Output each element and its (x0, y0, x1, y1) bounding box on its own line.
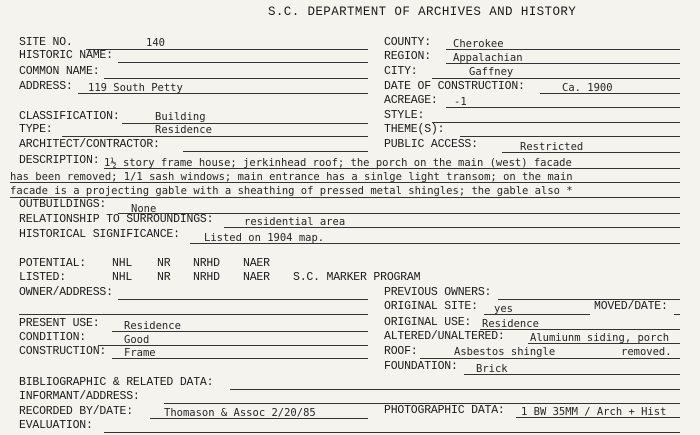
acreage-value: -1 (454, 96, 467, 108)
city-line (432, 78, 680, 79)
listed-nhl: NHL (112, 271, 133, 284)
foundation-line (464, 374, 680, 375)
address-label: ADDRESS: (19, 80, 73, 93)
recorded-line (150, 418, 368, 419)
region-value: Appalachian (453, 52, 523, 64)
moved-date-label: MOVED/DATE: (594, 300, 668, 313)
owner-address-label: OWNER/ADDRESS: (19, 286, 113, 299)
outbuildings-value: None (131, 203, 157, 215)
listed-naer: NAER (243, 271, 270, 284)
style-label: STYLE: (384, 109, 425, 122)
date-construction-value: Ca. 1900 (562, 82, 613, 94)
outbuildings-label: OUTBUILDINGS: (19, 198, 107, 211)
bibliographic-line (230, 389, 680, 390)
roof-line (420, 358, 680, 359)
roof-note: removed. (621, 346, 672, 358)
recorded-value: Thomason & Assoc 2/20/85 (164, 407, 316, 419)
evaluation-line (104, 432, 680, 433)
description-rule-2 (10, 182, 680, 183)
type-line (62, 136, 368, 137)
bibliographic-label: BIBLIOGRAPHIC & RELATED DATA: (19, 376, 214, 389)
significance-line (190, 243, 680, 244)
historic-name-line (118, 62, 368, 63)
common-name-line (104, 78, 368, 79)
photographic-line (516, 417, 680, 418)
present-use-value: Residence (124, 320, 181, 332)
architect-label: ARCHITECT/CONTRACTOR: (19, 138, 160, 151)
description-line-2: has been removed; 1/1 sash windows; main entrance has a sinlge light transom; on the main (10, 171, 573, 183)
classification-value: Building (155, 111, 206, 123)
potential-label: POTENTIAL: (19, 257, 87, 270)
type-value: Residence (155, 124, 212, 136)
foundation-label: FOUNDATION: (384, 360, 458, 373)
recorded-label: RECORDED BY/DATE: (19, 405, 133, 418)
marker-program-label: S.C. MARKER PROGRAM (293, 271, 421, 284)
city-value: Gaffney (469, 66, 514, 78)
historic-name-label: HISTORIC NAME: (19, 49, 113, 62)
address-value: 119 South Petty (88, 82, 183, 94)
potential-nr: NR (157, 257, 171, 270)
roof-value: Asbestos shingle (454, 346, 556, 358)
owner-address-line-2 (19, 314, 368, 315)
listed-nr: NR (157, 271, 171, 284)
site-no-label: SITE NO. (19, 36, 73, 49)
site-no-line (86, 49, 368, 50)
description-line-3: facade is a projecting gable with a sheathing of pressed metal shingles; the gable also * (10, 185, 573, 197)
foundation-value: Brick (476, 363, 508, 375)
moved-date-line (674, 314, 680, 315)
roof-label: ROOF: (384, 345, 418, 358)
public-access-line (502, 152, 680, 153)
date-construction-line (540, 93, 680, 94)
previous-owners-label: PREVIOUS OWNERS: (384, 286, 492, 299)
description-rule-3 (10, 197, 680, 198)
classification-label: CLASSIFICATION: (19, 110, 120, 123)
significance-label: HISTORICAL SIGNIFICANCE: (19, 228, 180, 241)
original-use-value: Residence (482, 318, 539, 330)
altered-label: ALTERED/UNALTERED: (384, 330, 505, 343)
evaluation-label: EVALUATION: (19, 419, 93, 432)
potential-nhl: NHL (112, 257, 133, 270)
owner-address-line (118, 299, 368, 300)
city-label: CITY: (384, 65, 418, 78)
county-line (446, 49, 680, 50)
photographic-label: PHOTOGRAPHIC DATA: (384, 404, 505, 417)
present-use-label: PRESENT USE: (19, 317, 100, 330)
present-use-line (112, 331, 368, 332)
significance-value: Listed on 1904 map. (204, 232, 325, 244)
address-line (78, 93, 368, 94)
themes-label: THEME(S): (384, 123, 445, 136)
original-use-label: ORIGINAL USE: (384, 316, 472, 329)
themes-line (460, 136, 680, 137)
type-label: TYPE: (19, 123, 53, 136)
original-site-line (484, 314, 590, 315)
acreage-line (446, 107, 680, 108)
county-value: Cherokee (453, 38, 504, 50)
construction-value: Frame (124, 347, 156, 359)
county-label: COUNTY: (384, 36, 431, 49)
potential-naer: NAER (243, 257, 270, 270)
acreage-label: ACREAGE: (384, 94, 438, 107)
common-name-label: COMMON NAME: (19, 65, 100, 78)
description-label: DESCRIPTION: (19, 154, 100, 167)
informant-label: INFORMANT/ADDRESS: (19, 390, 140, 403)
condition-value: Good (124, 334, 150, 346)
public-access-value: Restricted (520, 141, 584, 153)
date-construction-label: DATE OF CONSTRUCTION: (384, 80, 525, 93)
altered-line (528, 343, 680, 344)
relationship-label: RELATIONSHIP TO SURROUNDINGS: (19, 213, 214, 226)
original-use-line (480, 329, 680, 330)
relationship-line (224, 227, 680, 228)
region-line (446, 63, 680, 64)
listed-label: LISTED: (19, 271, 66, 284)
construction-line (112, 358, 368, 359)
style-line (432, 122, 680, 123)
region-label: REGION: (384, 50, 431, 63)
condition-line (98, 345, 368, 346)
public-access-label: PUBLIC ACCESS: (384, 138, 478, 151)
description-rule-1 (104, 168, 680, 169)
relationship-value: residential area (244, 216, 346, 228)
listed-nrhd: NRHD (193, 271, 220, 284)
description-line-1: 1½ story frame house; jerkinhead roof; the porch on the main (west) facade (104, 157, 572, 169)
original-site-label: ORIGINAL SITE: (384, 300, 478, 313)
photographic-value: 1 BW 35MM / Arch + Hist (521, 406, 667, 418)
condition-label: CONDITION: (19, 331, 87, 344)
form-title: S.C. DEPARTMENT OF ARCHIVES AND HISTORY (268, 5, 577, 19)
site-no-value: 140 (146, 37, 165, 49)
construction-label: CONSTRUCTION: (19, 345, 107, 358)
architect-line (183, 151, 368, 152)
original-site-value: yes (494, 303, 513, 315)
altered-value: Alumiunm siding, porch (530, 332, 670, 344)
potential-nrhd: NRHD (193, 257, 220, 270)
